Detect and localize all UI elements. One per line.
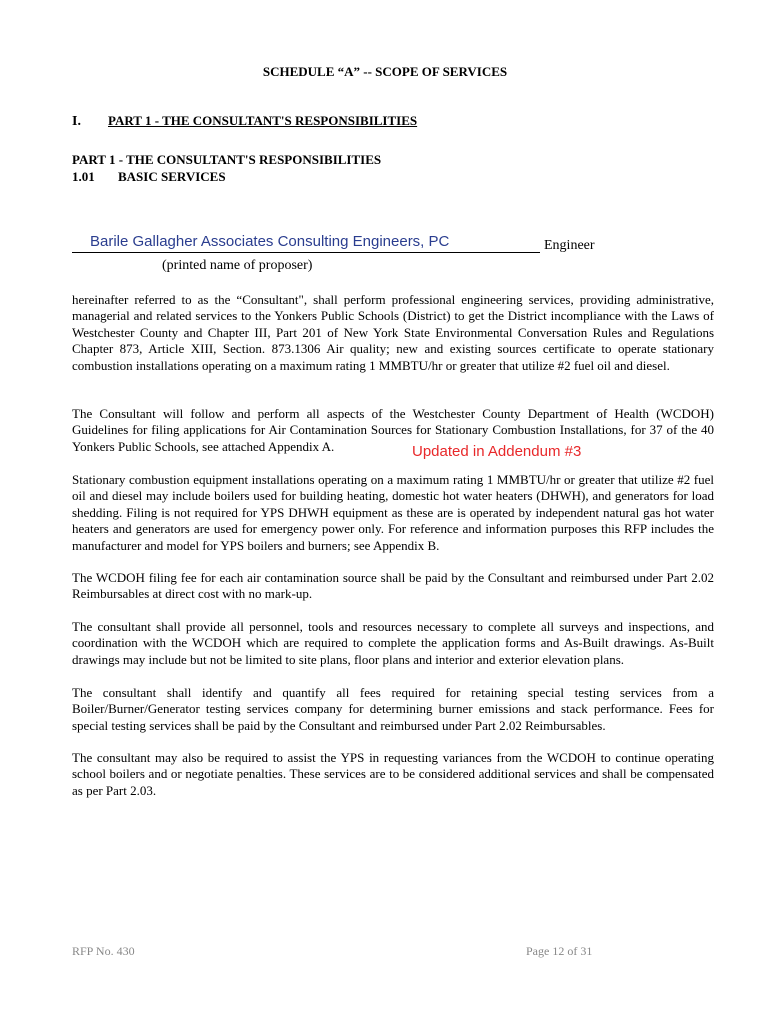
part-heading-block [72,151,381,185]
paragraph-consultant-services: hereinafter referred to as the “Consultant", shall perform professional engineering services, providing administrative, managerial and related services to the Yonkers Public Schools (District) to get the District incompliance with the Laws of Westchester County and Chapter III, Part 201 of New York State Environmental Conversation Rules and Regulations Chapter 873, Article XIII, Section. 873.1306 Air quality; new and existing sources certificate to operate stationary combustion installations operating on a maximum rating 1 MMBTU/hr or greater that utilize #2 fuel oil and diesel. [72,292,714,373]
subsection-heading [72,168,381,185]
footer-page-number: Page 12 of 31 [526,944,593,958]
paragraph-wcdoh-guidelines: The Consultant will follow and perform all aspects of the Westchester County Department of Health (WCDOH) Guidelines for filing applications for Air Contamination Sources for Stationary Combustion Installations, for 37 of the 40 Yonkers Public Schools, see attached Appendix A. [72,406,714,454]
footer-rfp-number: RFP No. 430 [72,944,135,958]
schedule-title: SCHEDULE “A” -- SCOPE OF SERVICES [262,64,508,79]
engineer-label: Engineer [544,238,595,253]
addendum-note: Updated in Addendum #3 [412,443,582,460]
part-heading: PART 1 - THE CONSULTANT'S RESPONSIBILITIES [72,152,382,167]
subsection-number: 1.01 [72,169,95,184]
paragraph-filing-fee: The WCDOH filing fee for each air contamination source shall be paid by the Consultant and reimbursed under Part 2.02 Reimbursables at direct cost with no mark-up. [72,570,714,602]
section-heading [72,113,417,130]
paragraph-testing-fees: The consultant shall identify and quantify all fees required for retaining special testing services from a Boiler/Burner/Generator testing services company for determining burner emissions and stack performance. Fees for special testing services shall be paid by the Consultant and reimbursed under Part 2.02 Reimbursables. [72,685,714,733]
section-title: PART 1 - THE CONSULTANT'S RESPONSIBILITIES [108,113,418,128]
proposer-name-field[interactable]: Barile Gallagher Associates Consulting Engineers, PC [90,233,450,250]
paragraph-combustion-equipment: Stationary combustion equipment installations operating on a maximum rating 1 MMBTU/hr or greater that utilize #2 fuel oil and diesel may include boilers used for building heating, domestic hot water heaters (DHWH), and generators for load shedding. Filing is not required for YPS DHWH equipment as these are is operated by independent natural gas hot water heaters and generators are used for emergency power only. For reference and information purposes this RFP includes the manufacturer and model for YPS boilers and burners; see Appendix B. [72,472,714,553]
proposer-caption: (printed name of proposer) [162,258,313,273]
subsection-title: BASIC SERVICES [118,169,226,184]
paragraph-variances: The consultant may also be required to assist the YPS in requesting variances from the WCDOH to continue operating school boilers and or negotiate penalties. These services are to be considered additional services and shall be compensated as per Part 2.03. [72,750,714,798]
paragraph-personnel-tools: The consultant shall provide all personnel, tools and resources necessary to complete all surveys and inspections, and coordination with the WCDOH which are required to complete the application forms and As-Built drawings. As-Built drawings may include but not be limited to site plans, floor plans and interior and exterior elevation plans. [72,619,714,667]
proposer-underline [72,252,540,253]
section-numeral: I. [72,114,81,129]
